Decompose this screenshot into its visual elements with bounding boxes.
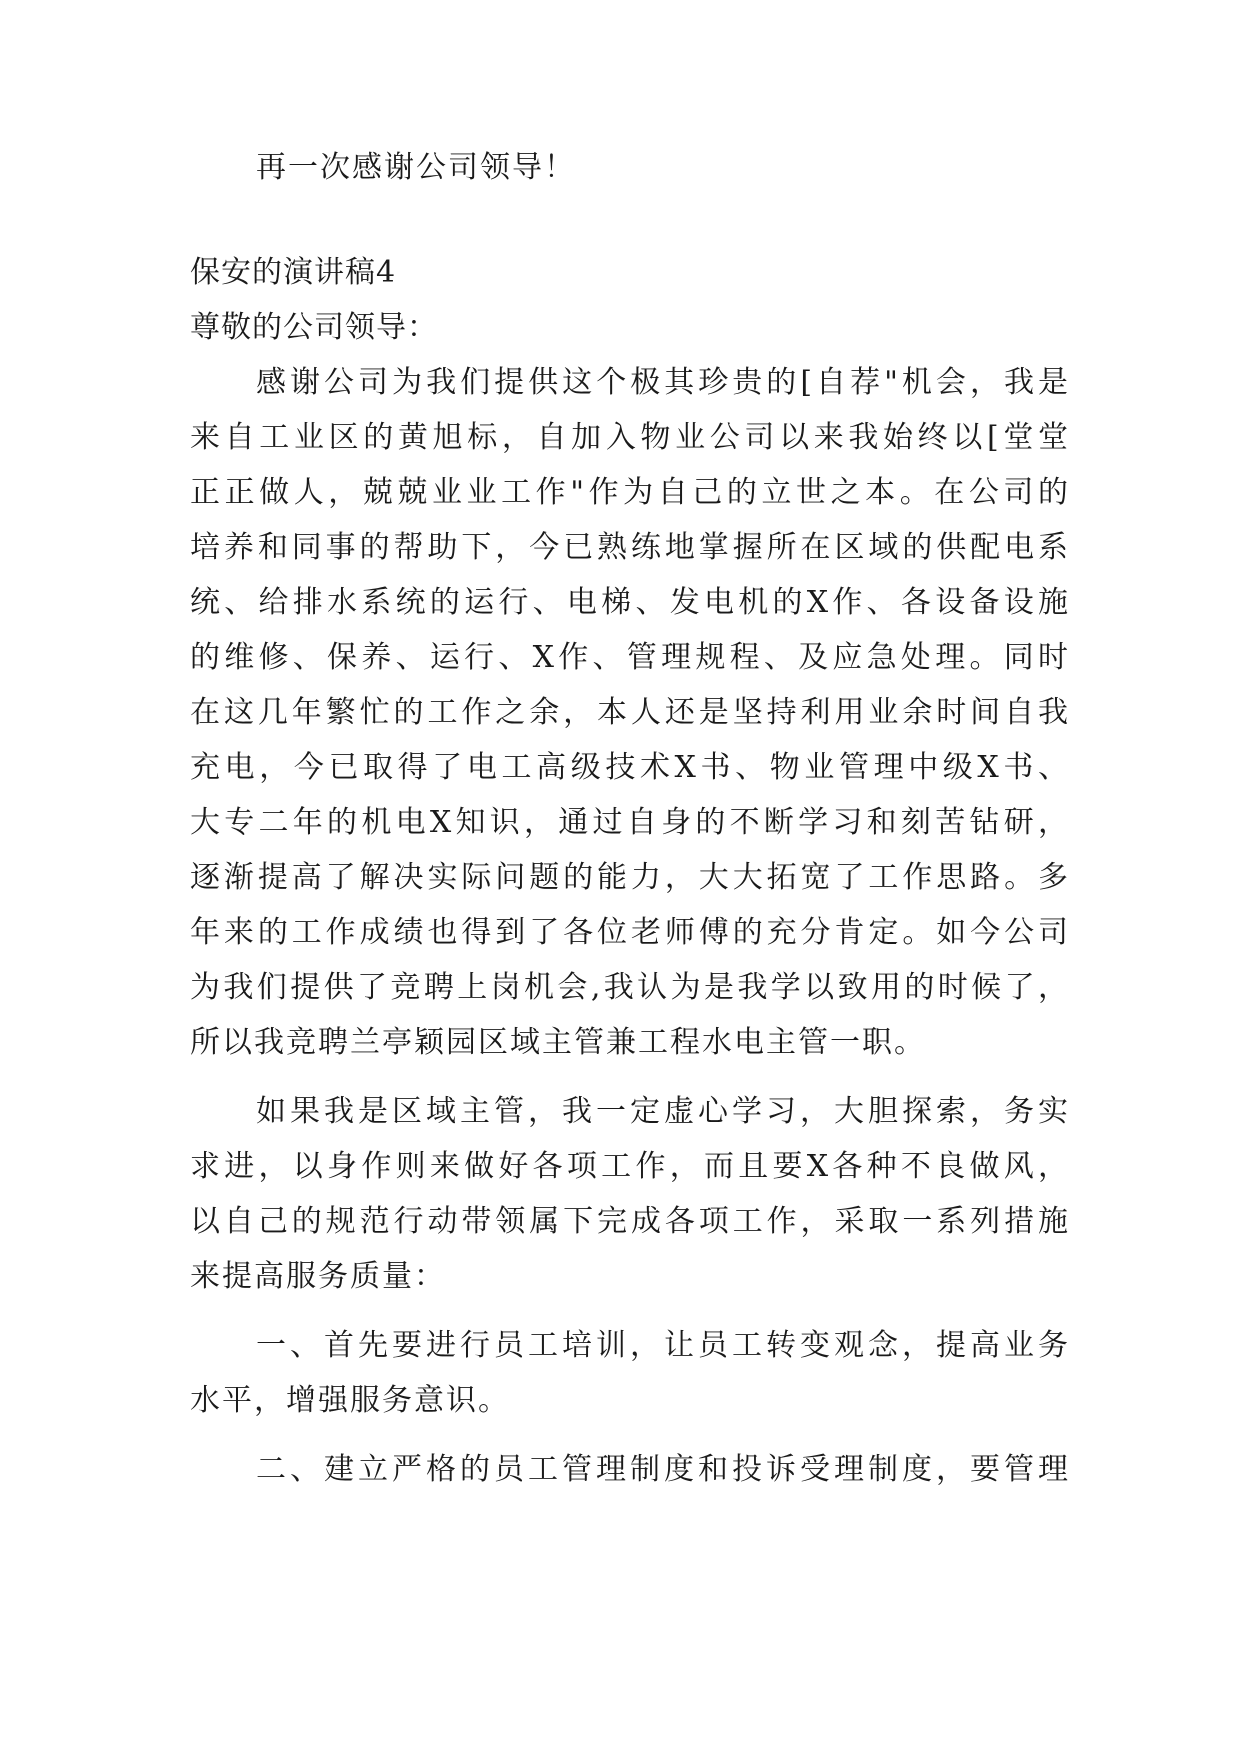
section-title: 保安的演讲稿4 <box>190 255 397 290</box>
paragraph-line: 如果我是区域主管，我一定虚心学习，大胆探索，务实 <box>256 1094 1070 1129</box>
paragraph-line: 求进，以身作则来做好各项工作，而且要X各种不良做风， <box>190 1149 1070 1184</box>
paragraph-line: 统、给排水系统的运行、电梯、发电机的X作、各设备设施 <box>190 585 1070 620</box>
paragraph-line: 来自工业区的黄旭标，自加入物业公司以来我始终以[堂堂 <box>190 420 1070 455</box>
paragraph-line: 正正做人，兢兢业业工作"作为自己的立世之本。在公司的 <box>190 475 1070 510</box>
paragraph-line: 以自己的规范行动带领属下完成各项工作，采取一系列措施 <box>190 1204 1070 1239</box>
paragraph-line: 的维修、保养、运行、X作、管理规程、及应急处理。同时 <box>190 640 1070 675</box>
paragraph-line: 大专二年的机电X知识，通过自身的不断学习和刻苦钻研， <box>190 805 1070 840</box>
paragraph-line: 水平，增强服务意识。 <box>190 1383 510 1418</box>
paragraph-line: 来提高服务质量： <box>190 1259 446 1294</box>
paragraph-line: 年来的工作成绩也得到了各位老师傅的充分肯定。如今公司 <box>190 915 1070 950</box>
paragraph-line: 逐渐提高了解决实际问题的能力，大大拓宽了工作思路。多 <box>190 860 1070 895</box>
closing-line: 再一次感谢公司领导！ <box>256 150 576 185</box>
paragraph-line: 在这几年繁忙的工作之余，本人还是坚持利用业余时间自我 <box>190 695 1070 730</box>
paragraph-line: 一、首先要进行员工培训，让员工转变观念，提高业务 <box>256 1328 1070 1363</box>
paragraph-line: 培养和同事的帮助下，今已熟练地掌握所在区域的供配电系 <box>190 530 1070 565</box>
paragraph-line: 所以我竞聘兰亭颖园区域主管兼工程水电主管一职。 <box>190 1025 926 1060</box>
paragraph-line: 充电，今已取得了电工高级技术X书、物业管理中级X书、 <box>190 750 1070 785</box>
paragraph-line: 为我们提供了竞聘上岗机会,我认为是我学以致用的时候了， <box>190 970 1070 1005</box>
paragraph-line: 二、建立严格的员工管理制度和投诉受理制度，要管理 <box>256 1452 1070 1487</box>
paragraph-line: 感谢公司为我们提供这个极其珍贵的[自荐"机会，我是 <box>256 365 1070 400</box>
salutation: 尊敬的公司领导： <box>190 310 438 345</box>
